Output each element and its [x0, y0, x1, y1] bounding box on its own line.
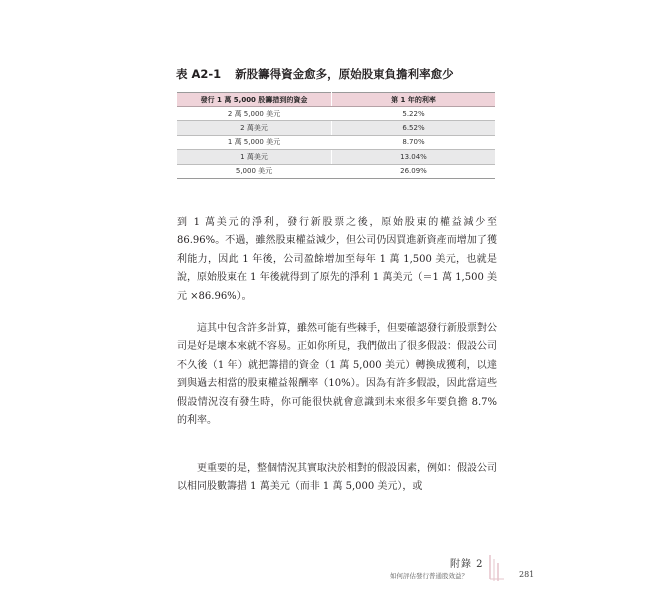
table-row [177, 135, 495, 149]
table-header-row [177, 93, 495, 107]
table-row [177, 164, 495, 178]
table-cell-rate: 8.70% [332, 135, 496, 149]
column-header-funds: 發行 1 萬 5,000 股籌措到的資金 [177, 93, 332, 107]
footer-decoration-icon [488, 553, 508, 583]
interest-rate-table [177, 92, 495, 179]
table-cell-rate: 26.09% [332, 164, 496, 178]
table-cell-funds: 1 萬 5,000 美元 [177, 135, 332, 149]
table-row [177, 150, 495, 164]
table-cell-rate: 6.52% [332, 121, 496, 135]
column-header-rate: 第 1 年的利率 [332, 93, 496, 107]
table-cell-funds: 5,000 美元 [177, 164, 332, 178]
paragraph-text: 到 1 萬美元的淨利，發行新股票之後，原始股東的權益減少至 86.96%。不過，雖然股東權益減少，但公司仍因買進新資產而增加了獲利能力，因此 1 年後，公司盈餘增加至每年 1 萬 1,500 美元，也就是說，原始股東在 1 年後就得到了原先的淨利 1 萬美元（＝1 萬 1,500 美元 ×86.96%）。 [177, 217, 497, 302]
table-cell-funds: 1 萬美元 [177, 150, 332, 164]
table-cell-rate: 13.04% [332, 150, 496, 164]
paragraph-text: 更重要的是，整個情況其實取決於相對的假設因素，例如：假設公司以相同股數籌措 1 萬美元（而非 1 萬 5,000 美元），或 [177, 463, 497, 493]
footer-chapter-subtitle: 如何評估發行普通股效益？ [390, 572, 468, 580]
body-paragraph-1 [177, 214, 497, 306]
table-cell-funds: 2 萬美元 [177, 121, 332, 135]
footer-chapter-title: 附錄 2 [450, 559, 484, 570]
body-paragraph-3 [177, 460, 497, 497]
table-row [177, 121, 495, 135]
table-row [177, 107, 495, 121]
table-caption-number: 表 A2-1 [176, 67, 222, 81]
body-paragraph-2 [177, 320, 497, 430]
paragraph-text: 這其中包含許多計算，雖然可能有些棘手，但要確認發行新股票對公司是好是壞本來就不容易。正如你所見，我們做出了很多假設：假設公司不久後（1 年）就把籌措的資金（1 萬 5,000 美元）轉換成獲利，以達到與過去相當的股東權益報酬率（10%）。因為有許多假設，因此當這些假設情況沒有發生時，你可能很快就會意識到未來很多年要負擔 8.7% 的利率。 [177, 323, 497, 427]
table-cell-rate: 5.22% [332, 107, 496, 121]
page-number: 281 [519, 570, 535, 579]
table-caption [176, 66, 454, 82]
table-caption-title: 新股籌得資金愈多，原始股東負擔利率愈少 [235, 67, 454, 81]
table-cell-funds: 2 萬 5,000 美元 [177, 107, 332, 121]
